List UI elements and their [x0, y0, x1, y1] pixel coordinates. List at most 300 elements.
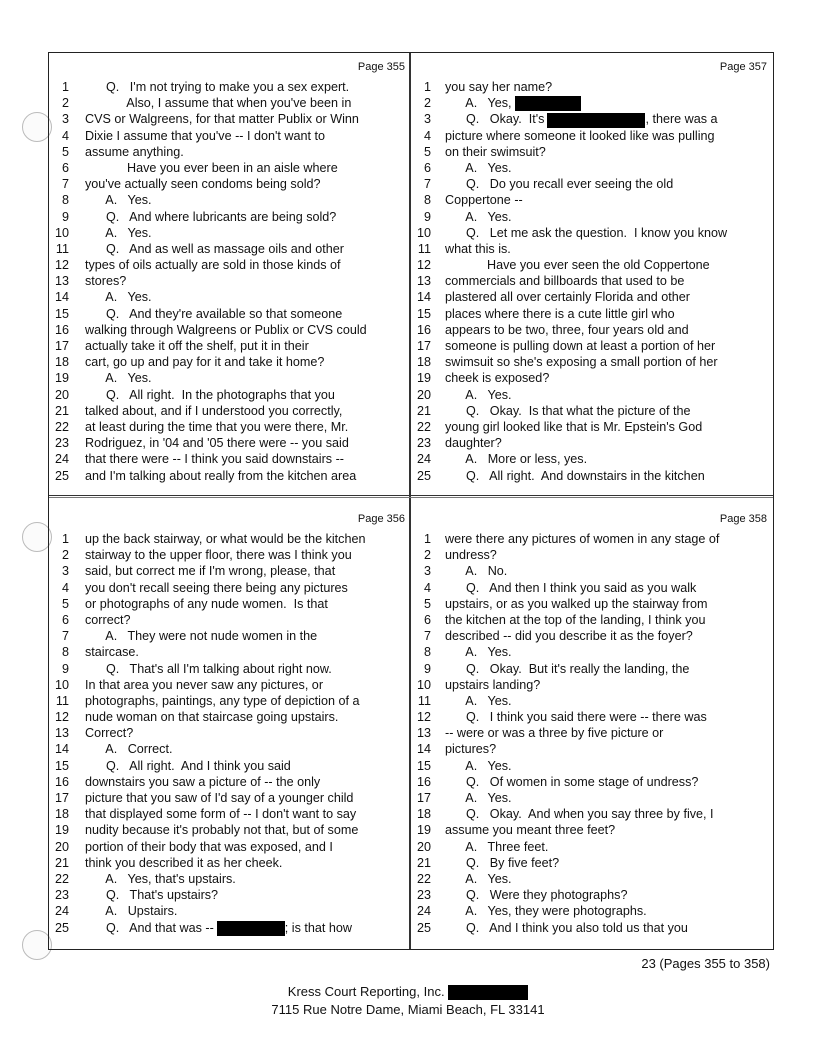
line-number: 24 — [54, 452, 69, 467]
line-number: 23 — [54, 436, 69, 451]
line-text-container — [85, 370, 152, 386]
redaction-block — [547, 113, 645, 128]
line-text: undress? — [445, 548, 497, 563]
line-text-container — [85, 839, 333, 855]
line-number: 1 — [61, 532, 69, 546]
line-text-container — [445, 306, 675, 322]
line-text-container — [85, 306, 342, 322]
line-number: 22 — [416, 871, 431, 886]
line-text: that displayed some form of -- I don't want to say — [85, 807, 357, 822]
line-number: 19 — [54, 823, 69, 838]
transcript-line — [49, 419, 409, 435]
line-text-container — [445, 209, 512, 225]
line-number: 18 — [416, 355, 431, 370]
transcript-line — [49, 128, 409, 144]
line-number: 4 — [423, 128, 431, 143]
transcript-line — [49, 160, 409, 176]
transcript-line — [411, 79, 771, 95]
line-text-container — [85, 95, 351, 111]
transcript-line — [49, 839, 409, 855]
line-text-container — [445, 920, 688, 936]
line-text-container — [85, 580, 348, 596]
transcript-line — [411, 693, 771, 709]
line-text-container — [445, 354, 718, 370]
line-number: 2 — [61, 548, 69, 563]
transcript-line — [49, 693, 409, 709]
line-number: 2 — [423, 548, 431, 563]
page-label: Page 356 — [357, 513, 405, 525]
transcript-line — [49, 790, 409, 806]
line-text: nude woman on that staircase going upstairs. — [85, 710, 339, 725]
transcript-line — [49, 306, 409, 322]
page-label: Page 358 — [719, 513, 767, 525]
line-text-container — [85, 257, 341, 273]
line-number: 14 — [54, 290, 69, 305]
redaction-block — [448, 985, 528, 1000]
transcript-line — [49, 596, 409, 612]
transcript-line — [49, 192, 409, 208]
line-text-container — [445, 628, 693, 644]
line-text: A. Yes. — [445, 209, 512, 224]
line-text-container — [445, 563, 507, 579]
line-number: 3 — [61, 112, 69, 127]
transcript-line — [411, 612, 771, 628]
line-text: think you described it as her cheek. — [85, 855, 283, 870]
line-number: 17 — [54, 339, 69, 353]
line-number: 7 — [61, 629, 69, 644]
line-text-container — [85, 563, 335, 579]
line-text: Q. I'm not trying to make you a sex expert. — [85, 80, 350, 94]
line-text-container — [85, 241, 344, 257]
transcript-line — [411, 580, 771, 596]
line-number: 20 — [54, 839, 69, 854]
line-number: 16 — [416, 774, 431, 789]
transcript-line — [49, 563, 409, 579]
transcript-lines — [411, 531, 771, 936]
line-text-container — [85, 144, 184, 160]
line-text-container — [445, 370, 549, 386]
line-text-container — [85, 468, 356, 484]
transcript-line — [411, 531, 771, 547]
line-number: 23 — [416, 436, 431, 451]
transcript-page-357 — [411, 53, 771, 495]
line-number: 22 — [416, 419, 431, 434]
transcript-line — [411, 709, 771, 725]
line-text-container — [445, 693, 512, 709]
line-text-container — [85, 693, 359, 709]
transcript-page-356 — [49, 505, 409, 947]
line-number: 8 — [61, 645, 69, 660]
line-text-container — [85, 435, 349, 451]
line-text: A. Yes. — [445, 693, 512, 708]
line-text: upstairs landing? — [445, 677, 541, 692]
transcript-line — [411, 192, 771, 208]
line-text: A. Yes. — [85, 290, 152, 305]
line-text-container — [85, 273, 126, 289]
line-number: 25 — [416, 468, 431, 483]
line-text: plastered all over certainly Florida and other — [445, 290, 691, 305]
line-text-container — [85, 547, 352, 563]
line-text-container — [445, 79, 552, 95]
line-text-container — [445, 547, 497, 563]
line-text: cart, go up and pay for it and take it home? — [85, 355, 325, 370]
transcript-line — [411, 774, 771, 790]
line-text-container — [445, 887, 627, 903]
line-text: described -- did you describe it as the foyer? — [445, 629, 693, 644]
line-number: 10 — [54, 225, 69, 240]
transcript-line — [49, 806, 409, 822]
transcript-line — [411, 563, 771, 579]
transcript-line — [49, 661, 409, 677]
transcript-line — [49, 758, 409, 774]
line-text: correct? — [85, 612, 131, 627]
transcript-line — [411, 111, 771, 127]
line-number: 25 — [54, 920, 69, 935]
line-number: 25 — [54, 468, 69, 483]
line-text: Q. Do you recall ever seeing the old — [445, 177, 674, 192]
line-text-container — [85, 531, 365, 547]
transcript-page-358 — [411, 505, 771, 947]
line-text: A. Yes. — [445, 160, 512, 175]
line-number: 6 — [61, 612, 69, 627]
transcript-line — [411, 547, 771, 563]
line-text-container — [85, 451, 344, 467]
line-text-container — [445, 468, 705, 484]
line-text-container — [445, 758, 512, 774]
line-text-container — [85, 596, 328, 612]
line-text: Q. Okay. But it's really the landing, the — [445, 661, 690, 676]
line-text: stores? — [85, 274, 127, 289]
line-text-container — [445, 289, 690, 305]
company-address: 7115 Rue Notre Dame, Miami Beach, FL 33141 — [271, 1002, 545, 1017]
line-text: Q. And as well as massage oils and other — [85, 241, 345, 256]
line-number: 9 — [61, 661, 69, 676]
transcript-line — [411, 741, 771, 757]
line-text-container — [85, 871, 236, 887]
line-text-container — [85, 709, 338, 725]
line-text-container — [445, 774, 698, 790]
transcript-line — [411, 419, 771, 435]
line-text: Q. Let me ask the question. I know you know — [445, 225, 728, 240]
line-number: 24 — [416, 904, 431, 919]
transcript-line — [49, 451, 409, 467]
line-number: 11 — [417, 241, 431, 256]
line-number: 5 — [423, 144, 431, 159]
line-number: 17 — [416, 339, 431, 353]
line-text: Q. That's upstairs? — [85, 888, 219, 903]
transcript-line — [49, 225, 409, 241]
transcript-line — [411, 758, 771, 774]
transcript-line — [49, 871, 409, 887]
line-text: upstairs, or as you walked up the stairway from — [445, 596, 708, 611]
line-number: 6 — [423, 612, 431, 627]
line-text: In that area you never saw any pictures, or — [85, 677, 324, 692]
line-number: 23 — [416, 888, 431, 903]
line-number: 8 — [61, 193, 69, 208]
line-number: 9 — [61, 209, 69, 224]
line-text-container — [85, 403, 342, 419]
line-text: young girl looked like that is Mr. Epstein's God — [445, 419, 703, 434]
line-text: Coppertone -- — [445, 193, 523, 208]
line-number: 21 — [416, 403, 431, 418]
line-text: A. Correct. — [85, 742, 173, 757]
line-number: 1 — [423, 532, 431, 546]
line-text-container — [445, 677, 540, 693]
line-text: places where there is a cute little girl who — [445, 306, 675, 321]
line-text: the kitchen at the top of the landing, I think you — [445, 612, 706, 627]
transcript-line — [411, 209, 771, 225]
line-number: 18 — [54, 807, 69, 822]
line-text-container — [445, 241, 511, 257]
transcript-line — [411, 871, 771, 887]
line-number: 3 — [423, 564, 431, 579]
transcript-line — [411, 661, 771, 677]
line-text: that there were -- I think you said downstairs -- — [85, 452, 344, 467]
line-number: 12 — [416, 710, 431, 725]
line-text: A. Yes. — [445, 645, 512, 660]
page-label: Page 355 — [357, 61, 405, 73]
line-text-container — [445, 435, 502, 451]
line-number: 15 — [54, 758, 69, 773]
line-text: Correct? — [85, 726, 134, 741]
line-text-container — [85, 628, 317, 644]
line-number: 14 — [416, 742, 431, 757]
transcript-line — [49, 628, 409, 644]
line-text-container — [85, 644, 139, 660]
line-number: 24 — [54, 904, 69, 919]
line-number: 12 — [54, 710, 69, 725]
line-number: 3 — [61, 564, 69, 579]
transcript-line — [49, 370, 409, 386]
line-number: 13 — [54, 274, 69, 289]
line-text: actually take it off the shelf, put it in their — [85, 339, 309, 353]
line-text-container — [85, 774, 320, 790]
line-text: walking through Walgreens or Publix or CVS could — [85, 322, 367, 337]
line-text: Q. All right. In the photographs that you — [85, 387, 335, 402]
line-text: A. Yes. — [85, 225, 152, 240]
line-number: 1 — [61, 80, 69, 94]
line-number: 17 — [416, 791, 431, 805]
line-number: 11 — [55, 693, 69, 708]
transcript-line — [49, 822, 409, 838]
line-text-container — [85, 225, 152, 241]
line-text-tail: ; is that how — [284, 920, 352, 935]
transcript-line — [49, 79, 409, 95]
transcript-line — [49, 725, 409, 741]
transcript-lines — [49, 79, 409, 484]
line-text: Q. Okay. And when you say three by five, I — [445, 807, 714, 822]
line-text-container — [85, 419, 348, 435]
transcript-line — [411, 387, 771, 403]
line-number: 22 — [54, 871, 69, 886]
line-text-container — [445, 612, 705, 628]
line-number: 19 — [54, 371, 69, 386]
transcript-line — [411, 289, 771, 305]
line-text: A. Yes. — [85, 371, 152, 386]
line-number: 10 — [416, 677, 431, 692]
line-number: 7 — [423, 177, 431, 192]
line-number: 14 — [416, 290, 431, 305]
line-number: 15 — [416, 306, 431, 321]
line-text: Rodriguez, in '04 and '05 there were -- you said — [85, 436, 349, 451]
transcript-line — [411, 160, 771, 176]
transcript-line — [411, 144, 771, 160]
line-number: 19 — [416, 823, 431, 838]
line-number: 20 — [416, 387, 431, 402]
transcript-line — [411, 903, 771, 919]
transcript-line — [411, 596, 771, 612]
line-number: 8 — [423, 645, 431, 660]
transcript-line — [49, 273, 409, 289]
line-text: A. More or less, yes. — [445, 452, 588, 467]
line-text: you've actually seen condoms being sold? — [85, 177, 321, 192]
line-text-container — [445, 725, 663, 741]
transcript-line — [411, 354, 771, 370]
line-text-container — [445, 128, 715, 144]
line-text-container — [445, 338, 715, 354]
line-number: 11 — [417, 693, 431, 708]
line-text-container — [445, 403, 690, 419]
transcript-line — [411, 306, 771, 322]
line-number: 10 — [416, 225, 431, 240]
line-text-container — [445, 709, 707, 725]
transcript-line — [49, 387, 409, 403]
line-text-container — [85, 822, 358, 838]
transcript-line — [49, 580, 409, 596]
line-number: 16 — [54, 774, 69, 789]
line-text-container — [445, 322, 689, 338]
transcript-line — [411, 403, 771, 419]
line-text: assume you meant three feet? — [445, 823, 616, 838]
line-text-container — [445, 855, 559, 871]
transcript-line — [411, 435, 771, 451]
line-text: Q. And where lubricants are being sold? — [85, 209, 337, 224]
line-text: Have you ever been in an aisle where — [85, 160, 338, 175]
transcript-line — [49, 709, 409, 725]
line-text: Also, I assume that when you've been in — [85, 96, 352, 111]
transcript-line — [49, 354, 409, 370]
line-text: CVS or Walgreens, for that matter Publix or Winn — [85, 112, 359, 127]
transcript-line — [411, 644, 771, 660]
line-text: commercials and billboards that used to be — [445, 274, 685, 289]
line-text: assume anything. — [85, 144, 184, 159]
transcript-line — [411, 95, 771, 111]
line-text: Q. That's all I'm talking about right now. — [85, 661, 332, 676]
line-text: Q. And they're available so that someone — [85, 306, 343, 321]
transcript-line — [49, 338, 409, 354]
line-text-container — [85, 725, 133, 741]
line-number: 1 — [423, 80, 431, 94]
line-text: A. Yes. — [445, 791, 512, 805]
transcript-line — [411, 128, 771, 144]
line-text-container — [445, 871, 512, 887]
transcript-line — [411, 628, 771, 644]
line-text-container — [85, 741, 172, 757]
line-text: said, but correct me if I'm wrong, please, that — [85, 564, 336, 579]
company-name: Kress Court Reporting, Inc. — [287, 984, 445, 999]
line-text: Q. Okay. Is that what the picture of the — [445, 403, 691, 418]
transcript-line — [49, 531, 409, 547]
line-text-container — [445, 192, 523, 208]
transcript-line — [49, 176, 409, 192]
line-number: 15 — [416, 758, 431, 773]
line-text: you don't recall seeing there being any pictures — [85, 580, 348, 595]
line-number: 11 — [55, 241, 69, 256]
line-text: what this is. — [445, 241, 511, 256]
transcript-line — [411, 887, 771, 903]
line-text: picture where someone it looked like was pulling — [445, 128, 715, 143]
transcript-line — [411, 806, 771, 822]
line-number: 17 — [54, 791, 69, 805]
line-text: someone is pulling down at least a portion of her — [445, 339, 716, 353]
transcript-line — [49, 144, 409, 160]
line-number: 5 — [61, 144, 69, 159]
line-text-container — [445, 790, 512, 806]
transcript-line — [411, 725, 771, 741]
line-text-container — [445, 144, 546, 160]
line-text-container — [85, 79, 349, 95]
line-text: on their swimsuit? — [445, 144, 546, 159]
horizontal-divider — [49, 495, 773, 498]
line-number: 2 — [423, 96, 431, 111]
line-text: staircase. — [85, 645, 139, 660]
transcript-sheet — [48, 52, 774, 950]
transcript-line — [49, 403, 409, 419]
transcript-line — [411, 241, 771, 257]
transcript-line — [49, 547, 409, 563]
transcript-lines — [49, 531, 409, 936]
transcript-line — [411, 257, 771, 273]
line-text-container — [85, 661, 332, 677]
transcript-line — [49, 468, 409, 484]
line-text: Q. All right. And I think you said — [85, 758, 291, 773]
line-text-container — [85, 887, 218, 903]
line-number: 15 — [54, 306, 69, 321]
line-text-container — [445, 531, 719, 547]
line-number: 18 — [416, 807, 431, 822]
line-text-container — [445, 741, 496, 757]
line-text-container — [445, 806, 714, 822]
line-number: 22 — [54, 419, 69, 434]
line-text: A. Upstairs. — [85, 904, 178, 919]
line-text-container — [85, 677, 323, 693]
redaction-block — [217, 921, 285, 936]
line-number: 3 — [423, 112, 431, 127]
line-text: daughter? — [445, 436, 502, 451]
transcript-line — [49, 289, 409, 305]
line-number: 2 — [61, 96, 69, 111]
line-text-container — [85, 176, 321, 192]
line-text-container — [445, 822, 615, 838]
line-text-container — [445, 451, 587, 467]
line-text-container — [445, 644, 512, 660]
line-text: Q. And that was -- — [85, 920, 214, 935]
transcript-line — [49, 111, 409, 127]
transcript-line — [411, 920, 771, 936]
line-text-container — [85, 387, 335, 403]
line-text-container — [85, 322, 367, 338]
transcript-line — [411, 822, 771, 838]
line-number: 20 — [54, 387, 69, 402]
line-number: 25 — [416, 920, 431, 935]
transcript-line — [49, 612, 409, 628]
line-text-container — [85, 160, 338, 176]
line-number: 14 — [54, 742, 69, 757]
line-text-container — [85, 790, 353, 806]
line-text-container — [445, 257, 710, 273]
line-number: 24 — [416, 452, 431, 467]
line-number: 19 — [416, 371, 431, 386]
